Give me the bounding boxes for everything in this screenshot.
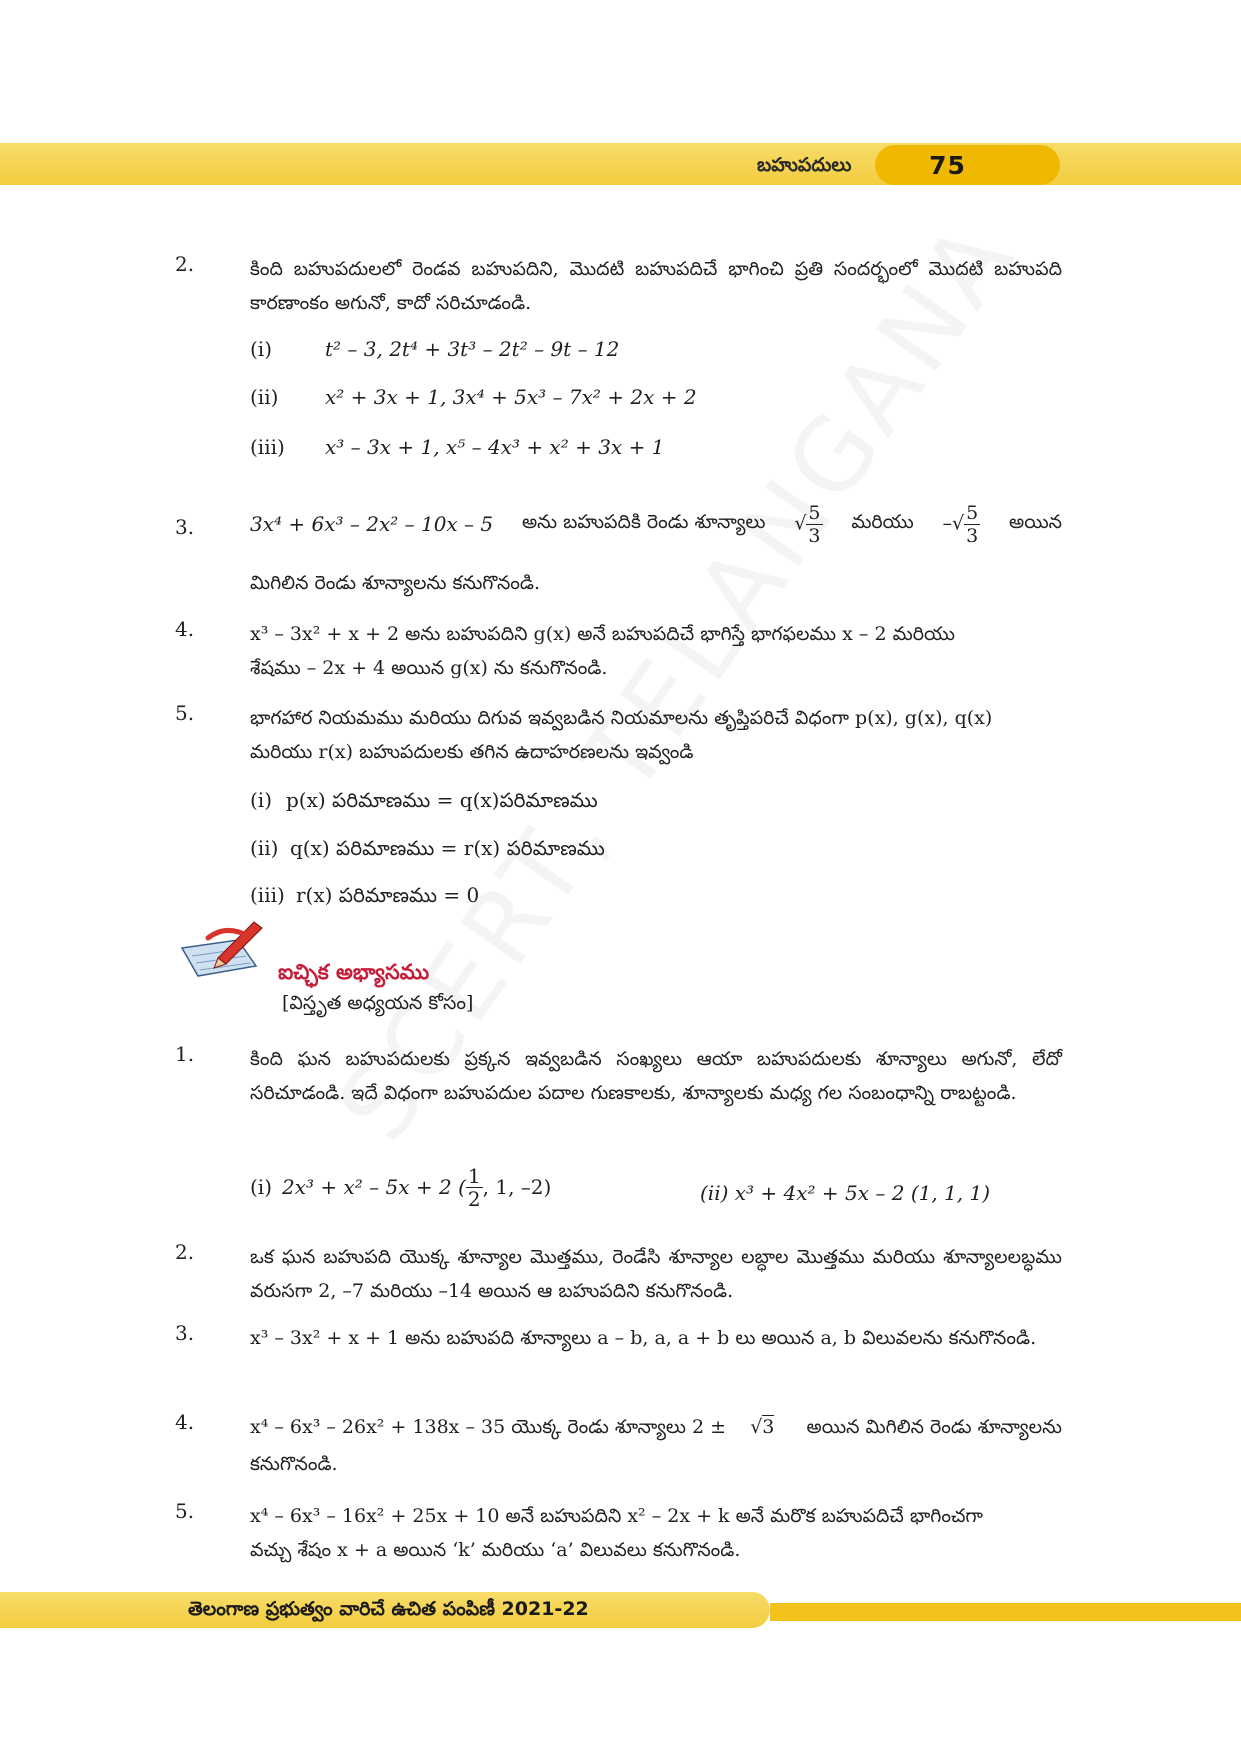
question-text: అను బహుపదికి రెండు శూన్యాలు [521,510,766,533]
fraction-numerator: 1 [467,1163,481,1188]
question-text: x⁴ – 6x³ – 26x² + 138x – 35 యొక్క రెండు శూన్యాలు 2 ± [250,1416,727,1438]
question-number: 3. [175,1321,195,1345]
pencil-notebook-icon [178,918,268,980]
question-text: మరియు r(x) బహుపదులకు తగిన ఉదాహరణలను ఇవ్వండి [250,741,694,763]
question-number: 5. [175,1499,195,1523]
polynomial-expression: 2x³ + x² – 5x + 2 ( [282,1175,466,1199]
zero-values: , 1, –2) [482,1175,552,1199]
question-text: x⁴ – 6x³ – 16x² + 25x + 10 అనే బహుపదిని x² – 2x + k అనే మరొక బహుపదిచే భాగించగా [250,1505,983,1527]
page-number: 75 [929,150,966,180]
polynomial-expression: 3x⁴ + 6x³ – 2x² – 10x – 5 [250,512,494,536]
sqrt-value: √3 [750,1416,775,1438]
question-line [250,494,1062,554]
sqrt-radicand: 3 [762,1416,775,1438]
question-number: 2. [175,252,195,276]
question-number: 4. [175,1410,195,1434]
part-expression: r(x) పరిమాణము = 0 [296,883,480,907]
footer-band-right [770,1603,1241,1621]
question-text: మరియు [851,510,914,533]
part-label: (i) [250,1175,273,1199]
question-text: x³ – 3x² + x + 1 అను బహుపది శూన్యాలు a – b, a, a + b లు అయిన a, b విలువలను కనుగొనండి. [250,1327,1037,1349]
part-label: (ii) [250,836,279,860]
question-number: 5. [175,701,195,725]
part-label: (ii) [250,385,279,409]
sqrt-fraction: √ $\frac{5}{3}$ [794,501,821,547]
part-expression: t² – 3, 2t⁴ + 3t³ – 2t² – 9t – 12 [325,337,620,361]
part-label: (i) [250,337,273,361]
fraction-numerator: 5 [808,501,821,524]
question-text: భాగహార నియమము మరియు దిగువ ఇవ్వబడిన నియమాలను తృప్తిపరిచే విధంగా p(x), g(x), q(x) [250,707,993,729]
part-label: (i) [250,788,273,812]
question-number: 1. [175,1042,195,1066]
fraction-denominator: 2 [467,1186,481,1211]
question-number: 2. [175,1240,195,1264]
part-expression: p(x) పరిమాణము = q(x)పరిమాణము [286,788,598,812]
part-expression: q(x) పరిమాణము = r(x) పరిమాణము [290,836,605,860]
question-text: ఒక ఘన బహుపది యొక్క శూన్యాల మొత్తము, రెండేసి శూన్యాల లబ్ధాల మొత్తము మరియు శూన్యాలలబ్ధము వరుసగా 2, –7 మరియు –14 అయిన ఆ బహుపదిని కనుగొనండి. [250,1246,1062,1302]
question-text: అయిన [1009,510,1062,533]
fraction-numerator: 5 [966,501,979,524]
section-title: ఐచ్ఛిక అభ్యాసము [278,960,430,984]
question-text: వచ్చు శేషం x + a అయిన ‘k’ మరియు ‘a’ విలువలు కనుగొనండి. [250,1539,741,1561]
page-number-badge [875,145,1060,185]
footer-text: తెలంగాణ ప్రభుత్వం వారిచే ఉచిత పంపిణీ 2021-22 [188,1598,589,1620]
part-label: (iii) [250,883,285,907]
question-number: 4. [175,617,195,641]
sqrt-fraction-negative: –√ $\frac{5}{3}$ [942,501,979,547]
question-text: కనుగొనండి. [250,1453,338,1475]
part-expression: x² + 3x + 1, 3x⁴ + 5x³ – 7x² + 2x + 2 [325,385,697,409]
fraction-denominator: 3 [966,524,979,547]
section-subtitle: [విస్తృత అధ్యయన కోసం] [282,992,474,1014]
question-text: శేషము – 2x + 4 అయిన g(x) ను కనుగొనండి. [250,657,608,679]
question-line [250,1410,1062,1444]
question-number: 3. [175,515,195,539]
fraction [466,1165,483,1210]
part-expression [250,1160,551,1214]
question-text: మిగిలిన రెండు శూన్యాలను కనుగొనండి. [250,572,541,594]
part-expression: x³ – 3x + 1, x⁵ – 4x³ + x² + 3x + 1 [325,435,665,459]
part-label: (iii) [250,435,285,459]
question-text: కింది ఘన బహుపదులకు ప్రక్కన ఇవ్వబడిన సంఖ్యలు ఆయా బహుపదులకు శూన్యాలు అగునో, లేదో సరిచూడండి. ఇదే విధంగా బహుపదుల పదాల గుణకాలకు, శూన్యాలకు మధ్య గల సంబంధాన్ని రాబట్టండి. [250,1048,1062,1104]
part-expression: (ii) x³ + 4x² + 5x – 2 (1, 1, 1) [700,1181,991,1205]
question-text: x³ – 3x² + x + 2 అను బహుపదిని g(x) అనే బహుపదిచే భాగిస్తే భాగఫలము x – 2 మరియు [250,623,955,645]
chapter-title: బహుపదులు [757,154,852,176]
question-text: కింది బహుపదులలో రెండవ బహుపదిని, మొదటి బహుపదిచే భాగించి ప్రతి సందర్భంలో మొదటి బహుపది కారణాంకం అగునో, కాదో సరిచూడండి. [250,258,1062,314]
question-text: అయిన మిగిలిన రెండు శూన్యాలను [806,1416,1062,1438]
fraction-denominator: 3 [808,524,821,547]
